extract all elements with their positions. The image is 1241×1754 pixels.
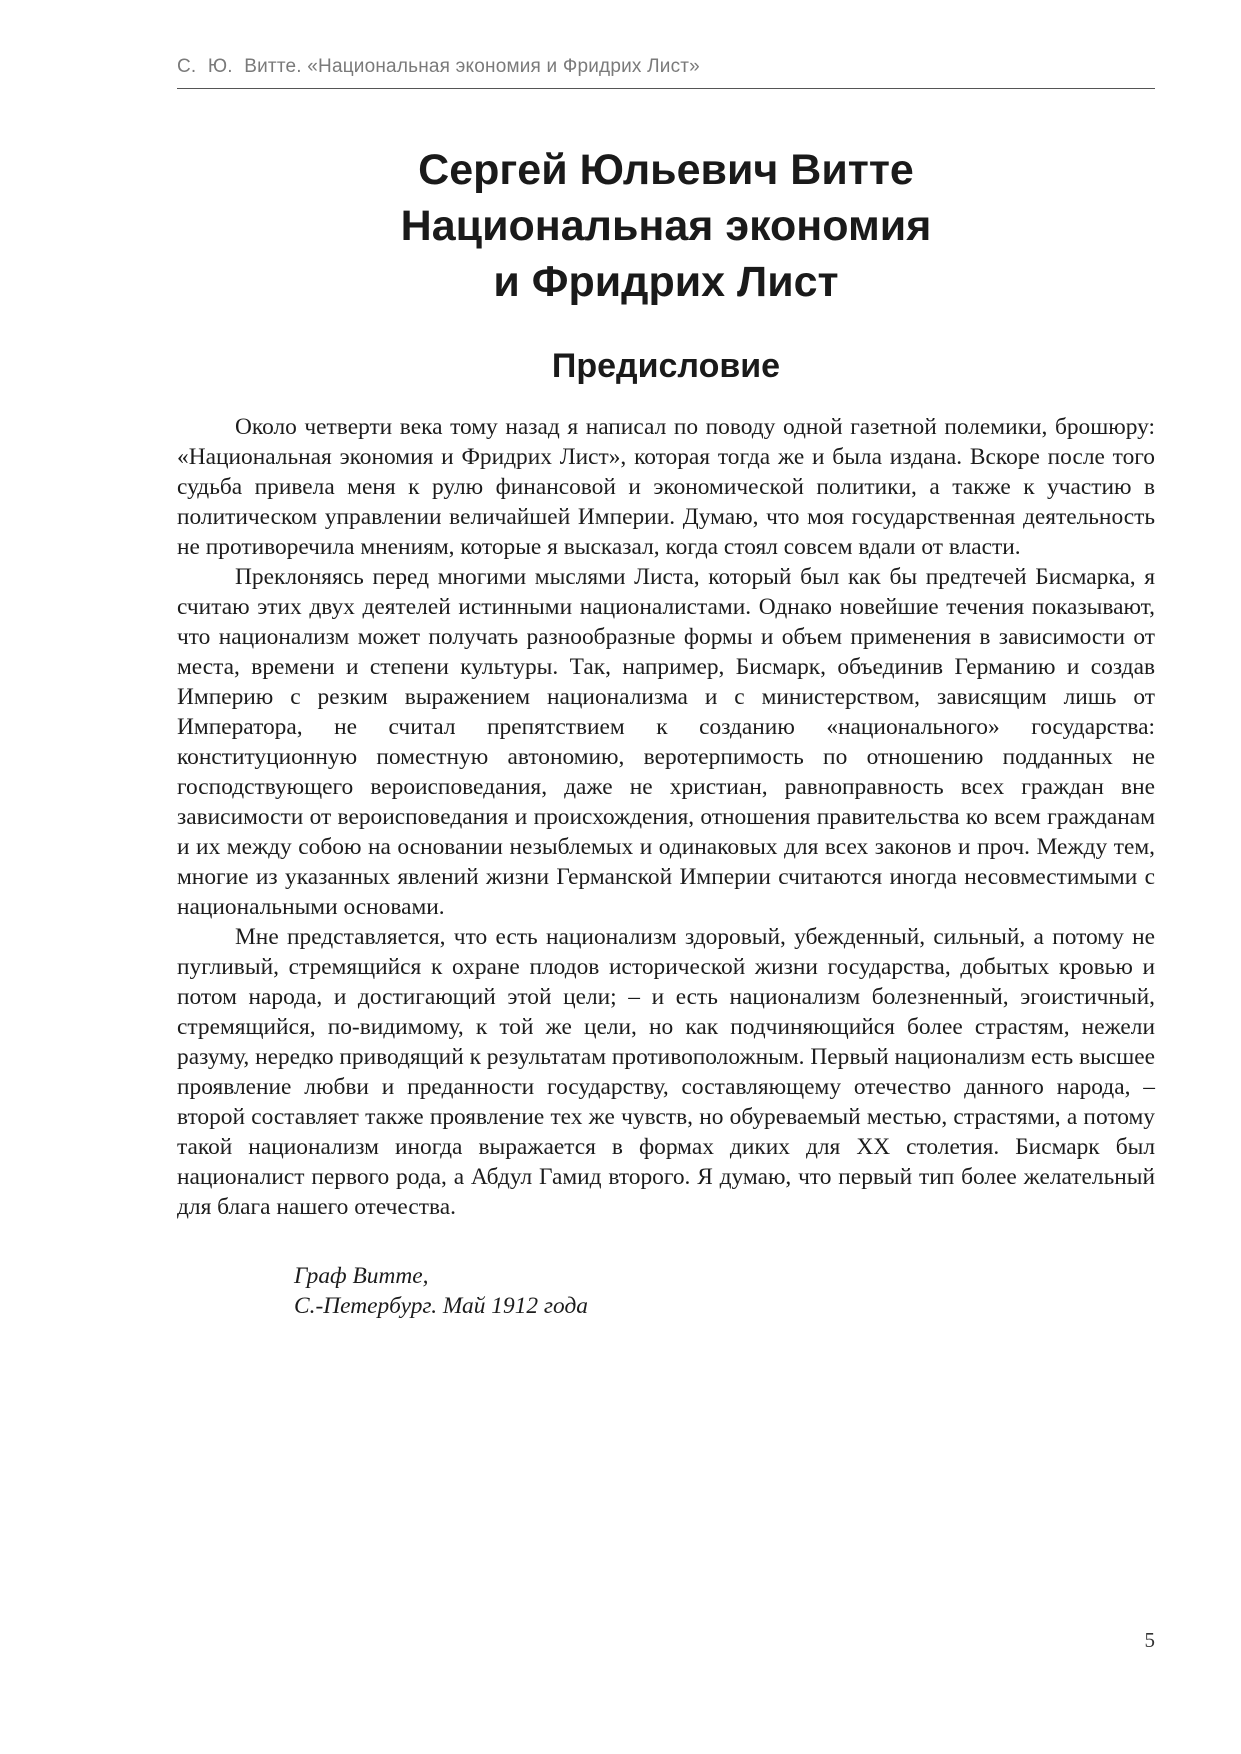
paragraph-3: Мне представляется, что есть национализм здоровый, убежденный, сильный, а потому не пугливый, стремящийся к охране плодов исторической жизни государства, добытых кровью и потом народа, и достигающий этой цели; – и есть национализм болезненный, эгоистичный, стремящийся, по-видимому, к той же цели, но как подчиняющийся более страстям, нежели разуму, нередко приводящий к результатам противоположным. Первый национализм есть высшее проявление любви и преданности государству, составляющему отечество данного народа, – второй составляет также проявление тех же чувств, но обуреваемый местью, страстями, а потому такой национализм иногда выражается в формах диких для XX столетия. Бисмарк был националист первого рода, а Абдул Гамид второго. Я думаю, что первый тип более желательный для блага нашего отечества.	[177, 924, 1155, 1220]
signature-name: Граф Витте,	[294, 1263, 429, 1289]
paragraph-1: Около четверти века тому назад я написал по поводу одной газетной полемики, брошюру: «Национальная экономия и Фридрих Лист», которая тогда же и была издана. Вскоре после того судьба привела меня к рулю финансовой и экономической политики, а также к участию в политическом управлении величайшей Империи. Думаю, что моя государственная деятельность не противоречила мнениям, которые я высказал, когда стоял совсем вдали от власти.	[177, 414, 1155, 560]
section-heading: Предисловие	[551, 347, 781, 385]
page-number: 5	[1144, 1628, 1155, 1652]
running-head	[177, 56, 1155, 78]
title-line-3: и Фридрих Лист	[493, 258, 839, 306]
running-head-title: «Национальная экономия и Фридрих Лист»	[307, 56, 700, 77]
header-rule	[177, 88, 1155, 89]
signature-place-date: С.-Петербург. Май 1912 года	[294, 1293, 588, 1319]
title-line-2: Национальная экономия	[400, 202, 932, 250]
document-title	[177, 142, 1155, 310]
body-text	[177, 412, 1155, 1222]
running-head-author: С. Ю. Витте.	[177, 56, 302, 77]
paragraph-2: Преклоняясь перед многими мыслями Листа, который был как бы предтечей Бисмарка, я считаю этих двух деятелей истинными националистами. Однако новейшие течения показывают, что национализм может получать разнообразные формы и объем применения в зависимости от места, времени и степени культуры. Так, например, Бисмарк, объединив Германию и создав Империю с резким выражением национализма и с министерством, зависящим лишь от Императора, не считал препятствием к созданию «национального» государства: конституционную поместную автономию, веротерпимость по отношению подданных не господствующего вероисповедания, даже не христиан, равноправность всех граждан вне зависимости от вероисповедания и происхождения, отношения правительства ко всем гражданам и их между собою на основании незыблемых и одинаковых для всех законов и проч. Между тем, многие из указанных явлений жизни Германской Империи считаются иногда несовместимыми с национальными основами.	[177, 564, 1155, 920]
signature	[294, 1261, 588, 1321]
title-line-1: Сергей Юльевич Витте	[418, 146, 914, 194]
